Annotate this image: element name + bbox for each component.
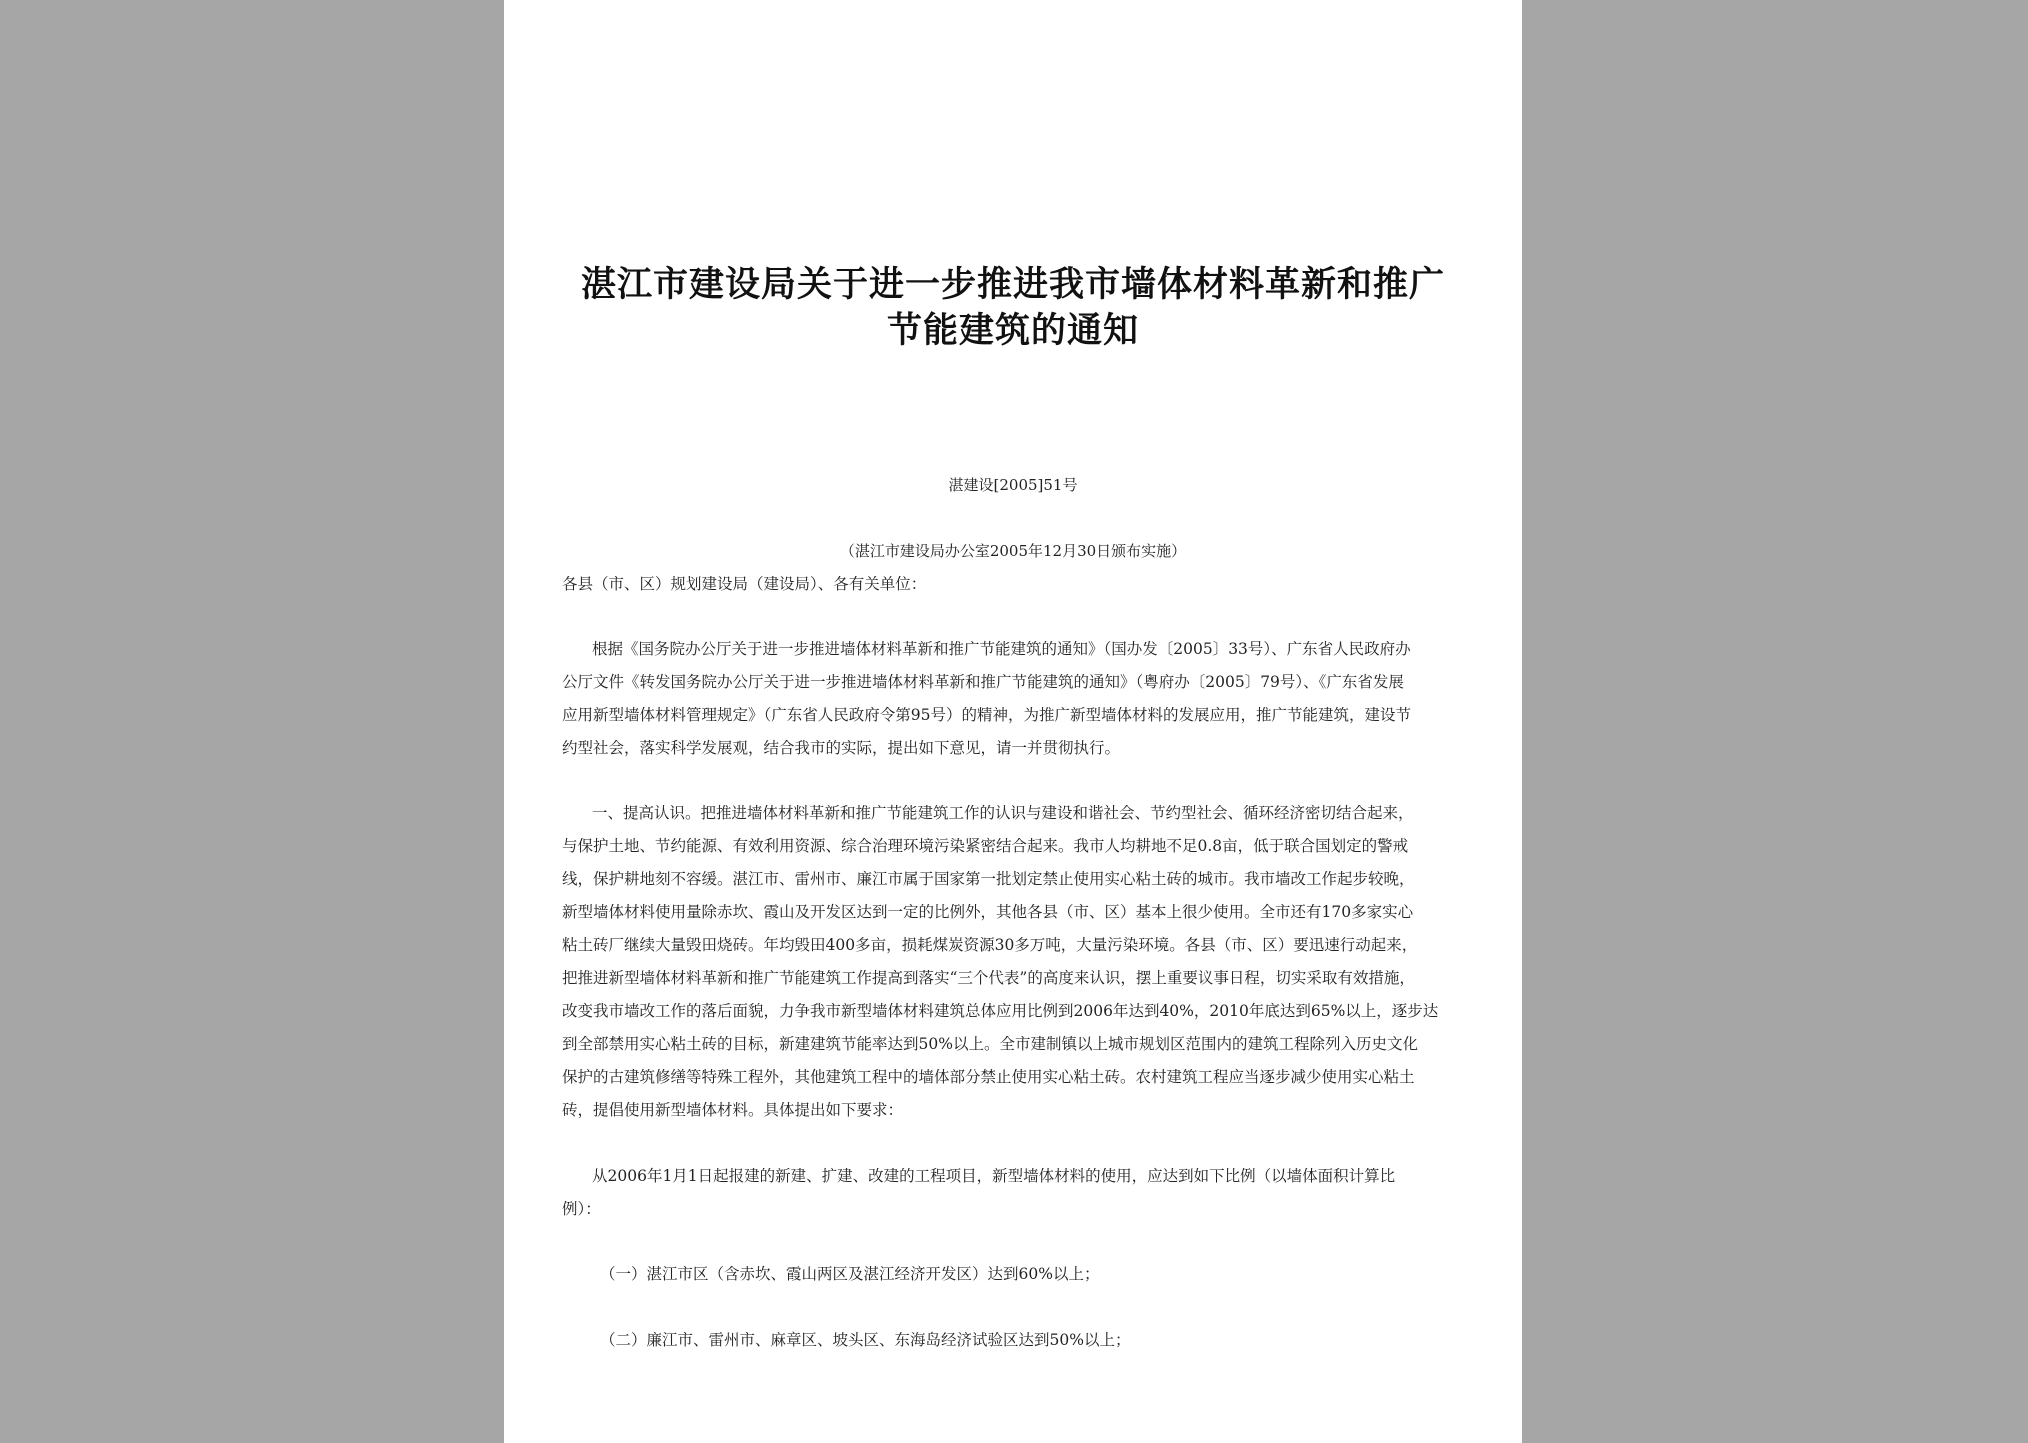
para2-line: 粘土砖厂继续大量毁田烧砖。年均毁田400多亩，损耗煤炭资源30多万吨，大量污染环境。各县（市、区）要迅速行动起来， bbox=[562, 936, 1418, 954]
para2-line: 新型墙体材料使用量除赤坎、霞山及开发区达到一定的比例外，其他各县（市、区）基本上很少使用。全市还有170多家实心 bbox=[562, 903, 1414, 921]
para2-line: 保护的古建筑修缮等特殊工程外，其他建筑工程中的墙体部分禁止使用实心粘土砖。农村建筑工程应当逐步减少使用实心粘土 bbox=[562, 1068, 1415, 1086]
para3-line: 例）： bbox=[562, 1200, 601, 1218]
para2-line: 砖，提倡使用新型墙体材料。具体提出如下要求： bbox=[562, 1101, 904, 1119]
para1-line: 根据《国务院办公厅关于进一步推进墙体材料革新和推广节能建筑的通知》（国办发〔2005〕33号）、广东省人民政府办 bbox=[592, 640, 1411, 658]
title-line-2: 节能建筑的通知 bbox=[886, 310, 1139, 351]
para1-line: 公厅文件《转发国务院办公厅关于进一步推进墙体材料革新和推广节能建筑的通知》（粤府办〔2005〕79号）、《广东省发展 bbox=[562, 673, 1404, 691]
para1-line: 约型社会，落实科学发展观，结合我市的实际，提出如下意见，请一并贯彻执行。 bbox=[562, 739, 1121, 757]
document-page bbox=[504, 0, 1522, 1443]
para2-line: 一、提高认识。把推进墙体材料革新和推广节能建筑工作的认识与建设和谐社会、节约型社会、循环经济密切结合起来， bbox=[592, 804, 1414, 822]
para2-line: 改变我市墙改工作的落后面貌，力争我市新型墙体材料建筑总体应用比例到2006年达到40%，2010年底达到65%以上，逐步达 bbox=[562, 1002, 1439, 1020]
document-title bbox=[544, 262, 1482, 354]
issue-note: （湛江市建设局办公室2005年12月30日颁布实施） bbox=[839, 542, 1187, 560]
para2-line: 与保护土地、节约能源、有效利用资源、综合治理环境污染紧密结合起来。我市人均耕地不足0.8亩，低于联合国划定的警戒 bbox=[562, 837, 1409, 855]
list-item: （二）廉江市、雷州市、麻章区、坡头区、东海岛经济试验区达到50%以上； bbox=[600, 1331, 1131, 1349]
para1-line: 应用新型墙体材料管理规定》（广东省人民政府令第95号）的精神，为推广新型墙体材料的发展应用，推广节能建筑，建设节 bbox=[562, 706, 1411, 724]
para2-line: 线，保护耕地刻不容缓。湛江市、雷州市、廉江市属于国家第一批划定禁止使用实心粘土砖的城市。我市墙改工作起步较晚， bbox=[562, 870, 1415, 888]
para3-line: 从2006年1月1日起报建的新建、扩建、改建的工程项目，新型墙体材料的使用，应达到如下比例（以墙体面积计算比 bbox=[592, 1167, 1396, 1185]
para2-line: 到全部禁用实心粘土砖的目标，新建建筑节能率达到50%以上。全市建制镇以上城市规划区范围内的建筑工程除列入历史文化 bbox=[562, 1035, 1418, 1053]
para2-line: 把推进新型墙体材料革新和推广节能建筑工作提高到落实“三个代表”的高度来认识，摆上重要议事日程，切实采取有效措施， bbox=[562, 969, 1415, 987]
document-number: 湛建设[2005]51号 bbox=[948, 476, 1078, 494]
list-item: （一）湛江市区（含赤坎、霞山两区及湛江经济开发区）达到60%以上； bbox=[600, 1265, 1100, 1283]
title-line-1: 湛江市建设局关于进一步推进我市墙体材料革新和推广 bbox=[580, 264, 1445, 305]
addressee: 各县（市、区）规划建设局（建设局）、各有关单位： bbox=[562, 575, 927, 593]
